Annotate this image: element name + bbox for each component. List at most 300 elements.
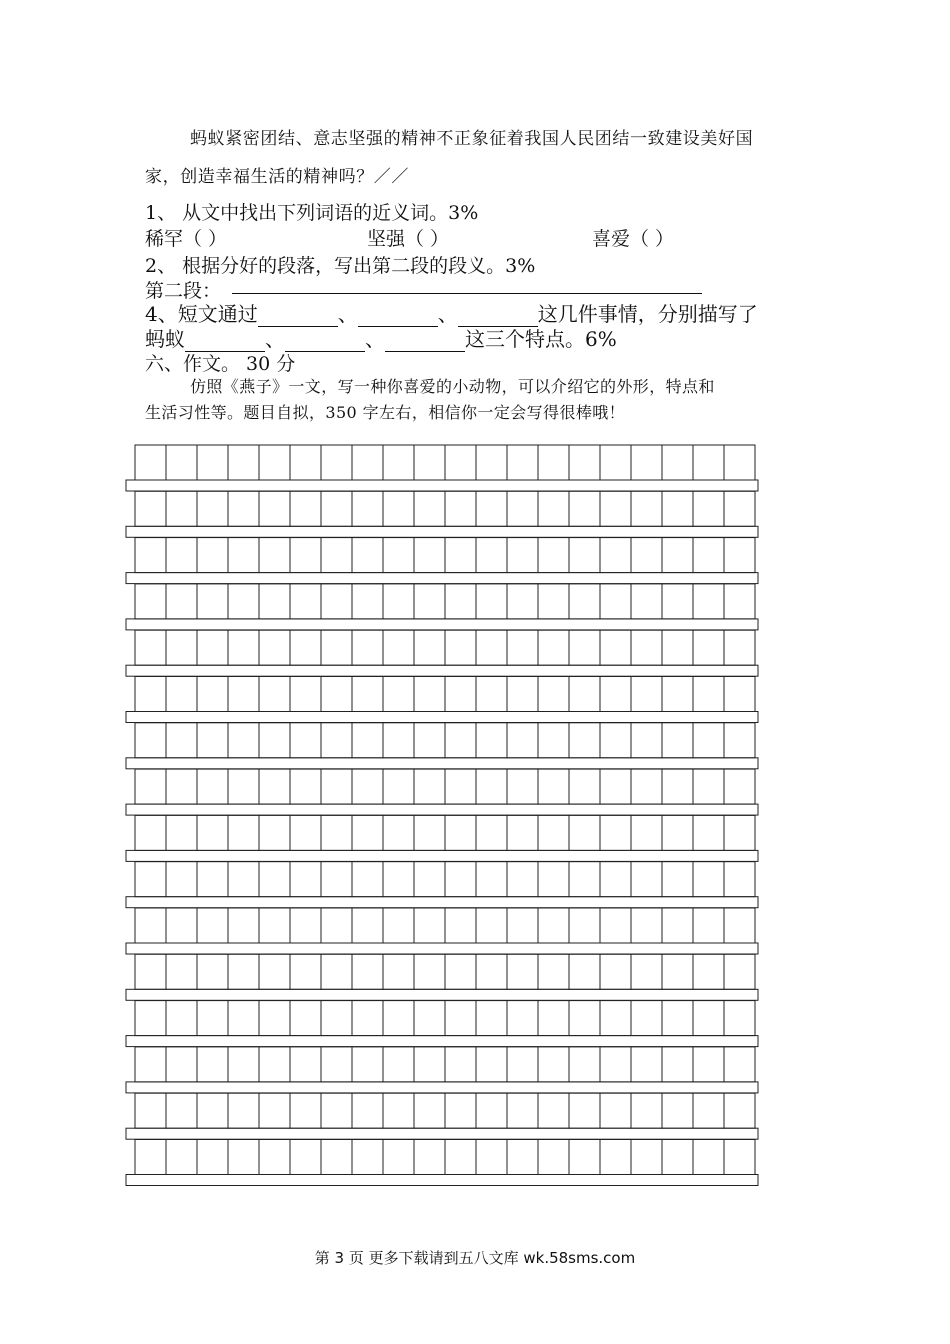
- grid-cell[interactable]: [414, 769, 445, 804]
- grid-cell[interactable]: [631, 491, 662, 526]
- grid-cell[interactable]: [693, 1047, 724, 1082]
- grid-cell[interactable]: [569, 769, 600, 804]
- grid-cell[interactable]: [259, 491, 290, 526]
- grid-cell[interactable]: [228, 954, 259, 989]
- grid-cell[interactable]: [476, 1093, 507, 1128]
- grid-cell[interactable]: [476, 1140, 507, 1175]
- grid-cell[interactable]: [538, 862, 569, 897]
- grid-cell[interactable]: [507, 1047, 538, 1082]
- grid-cell[interactable]: [445, 1093, 476, 1128]
- grid-cell[interactable]: [569, 677, 600, 712]
- grid-cell[interactable]: [476, 677, 507, 712]
- grid-cell[interactable]: [197, 445, 228, 480]
- grid-cell[interactable]: [724, 815, 755, 850]
- grid-cell[interactable]: [290, 908, 321, 943]
- grid-cell[interactable]: [321, 815, 352, 850]
- grid-cell[interactable]: [569, 584, 600, 619]
- grid-cell[interactable]: [569, 445, 600, 480]
- grid-cell[interactable]: [259, 1093, 290, 1128]
- grid-cell[interactable]: [259, 1047, 290, 1082]
- grid-cell[interactable]: [135, 908, 166, 943]
- grid-cell[interactable]: [569, 538, 600, 573]
- grid-cell[interactable]: [600, 1047, 631, 1082]
- grid-cell[interactable]: [135, 630, 166, 665]
- grid-cell[interactable]: [321, 1047, 352, 1082]
- grid-cell[interactable]: [290, 677, 321, 712]
- grid-cell[interactable]: [166, 908, 197, 943]
- grid-cell[interactable]: [352, 1140, 383, 1175]
- grid-cell[interactable]: [507, 630, 538, 665]
- grid-cell[interactable]: [290, 630, 321, 665]
- grid-cell[interactable]: [569, 1093, 600, 1128]
- grid-cell[interactable]: [352, 1001, 383, 1036]
- grid-cell[interactable]: [445, 815, 476, 850]
- grid-cell[interactable]: [228, 445, 259, 480]
- grid-cell[interactable]: [538, 491, 569, 526]
- grid-cell[interactable]: [631, 677, 662, 712]
- grid-cell[interactable]: [693, 677, 724, 712]
- grid-cell[interactable]: [352, 630, 383, 665]
- grid-cell[interactable]: [259, 954, 290, 989]
- grid-cell[interactable]: [166, 538, 197, 573]
- grid-cell[interactable]: [724, 723, 755, 758]
- grid-cell[interactable]: [414, 1047, 445, 1082]
- grid-cell[interactable]: [166, 815, 197, 850]
- grid-cell[interactable]: [321, 445, 352, 480]
- grid-cell[interactable]: [197, 1047, 228, 1082]
- grid-cell[interactable]: [476, 954, 507, 989]
- grid-cell[interactable]: [166, 584, 197, 619]
- grid-cell[interactable]: [321, 908, 352, 943]
- grid-cell[interactable]: [662, 954, 693, 989]
- grid-cell[interactable]: [197, 723, 228, 758]
- grid-cell[interactable]: [414, 723, 445, 758]
- grid-cell[interactable]: [507, 1140, 538, 1175]
- grid-cell[interactable]: [445, 584, 476, 619]
- grid-cell[interactable]: [600, 491, 631, 526]
- grid-cell[interactable]: [476, 769, 507, 804]
- grid-cell[interactable]: [507, 491, 538, 526]
- grid-cell[interactable]: [445, 862, 476, 897]
- grid-cell[interactable]: [600, 1140, 631, 1175]
- grid-cell[interactable]: [259, 1001, 290, 1036]
- grid-cell[interactable]: [724, 538, 755, 573]
- grid-cell[interactable]: [569, 815, 600, 850]
- grid-cell[interactable]: [383, 954, 414, 989]
- grid-cell[interactable]: [569, 908, 600, 943]
- grid-cell[interactable]: [724, 1093, 755, 1128]
- grid-cell[interactable]: [228, 723, 259, 758]
- grid-cell[interactable]: [383, 491, 414, 526]
- grid-cell[interactable]: [569, 723, 600, 758]
- grid-cell[interactable]: [414, 584, 445, 619]
- grid-cell[interactable]: [135, 445, 166, 480]
- grid-cell[interactable]: [600, 538, 631, 573]
- grid-cell[interactable]: [476, 630, 507, 665]
- grid-cell[interactable]: [476, 538, 507, 573]
- grid-cell[interactable]: [631, 815, 662, 850]
- grid-cell[interactable]: [600, 1001, 631, 1036]
- grid-cell[interactable]: [662, 677, 693, 712]
- grid-cell[interactable]: [538, 769, 569, 804]
- grid-cell[interactable]: [290, 445, 321, 480]
- grid-cell[interactable]: [228, 491, 259, 526]
- grid-cell[interactable]: [290, 1140, 321, 1175]
- grid-cell[interactable]: [693, 538, 724, 573]
- grid-cell[interactable]: [693, 1001, 724, 1036]
- grid-cell[interactable]: [166, 723, 197, 758]
- grid-cell[interactable]: [352, 723, 383, 758]
- grid-cell[interactable]: [135, 1047, 166, 1082]
- grid-cell[interactable]: [569, 1001, 600, 1036]
- grid-cell[interactable]: [228, 862, 259, 897]
- grid-cell[interactable]: [445, 1001, 476, 1036]
- grid-cell[interactable]: [724, 954, 755, 989]
- grid-cell[interactable]: [724, 584, 755, 619]
- grid-cell[interactable]: [724, 769, 755, 804]
- grid-cell[interactable]: [507, 769, 538, 804]
- grid-cell[interactable]: [352, 491, 383, 526]
- grid-cell[interactable]: [476, 584, 507, 619]
- grid-cell[interactable]: [321, 630, 352, 665]
- grid-cell[interactable]: [197, 584, 228, 619]
- grid-cell[interactable]: [445, 538, 476, 573]
- grid-cell[interactable]: [476, 445, 507, 480]
- grid-cell[interactable]: [414, 862, 445, 897]
- grid-cell[interactable]: [321, 677, 352, 712]
- grid-cell[interactable]: [507, 954, 538, 989]
- grid-cell[interactable]: [600, 584, 631, 619]
- grid-cell[interactable]: [507, 677, 538, 712]
- grid-cell[interactable]: [383, 1047, 414, 1082]
- grid-cell[interactable]: [290, 769, 321, 804]
- grid-cell[interactable]: [724, 491, 755, 526]
- grid-cell[interactable]: [135, 954, 166, 989]
- grid-cell[interactable]: [228, 815, 259, 850]
- grid-cell[interactable]: [352, 445, 383, 480]
- grid-cell[interactable]: [507, 723, 538, 758]
- grid-cell[interactable]: [228, 769, 259, 804]
- grid-cell[interactable]: [631, 1140, 662, 1175]
- grid-cell[interactable]: [352, 769, 383, 804]
- grid-cell[interactable]: [259, 908, 290, 943]
- grid-cell[interactable]: [693, 862, 724, 897]
- grid-cell[interactable]: [507, 908, 538, 943]
- grid-cell[interactable]: [538, 630, 569, 665]
- grid-cell[interactable]: [290, 1093, 321, 1128]
- grid-cell[interactable]: [228, 584, 259, 619]
- grid-cell[interactable]: [445, 630, 476, 665]
- grid-cell[interactable]: [166, 1047, 197, 1082]
- grid-cell[interactable]: [693, 954, 724, 989]
- grid-cell[interactable]: [631, 1047, 662, 1082]
- grid-cell[interactable]: [724, 630, 755, 665]
- grid-cell[interactable]: [166, 445, 197, 480]
- grid-cell[interactable]: [507, 445, 538, 480]
- grid-cell[interactable]: [662, 491, 693, 526]
- grid-cell[interactable]: [414, 677, 445, 712]
- grid-cell[interactable]: [507, 1093, 538, 1128]
- grid-cell[interactable]: [259, 769, 290, 804]
- grid-cell[interactable]: [414, 1001, 445, 1036]
- grid-cell[interactable]: [538, 908, 569, 943]
- grid-cell[interactable]: [321, 584, 352, 619]
- grid-cell[interactable]: [228, 908, 259, 943]
- grid-cell[interactable]: [259, 862, 290, 897]
- grid-cell[interactable]: [693, 584, 724, 619]
- grid-cell[interactable]: [259, 1140, 290, 1175]
- grid-cell[interactable]: [259, 677, 290, 712]
- grid-cell[interactable]: [383, 908, 414, 943]
- grid-cell[interactable]: [662, 769, 693, 804]
- grid-cell[interactable]: [135, 862, 166, 897]
- grid-cell[interactable]: [135, 491, 166, 526]
- grid-cell[interactable]: [166, 1140, 197, 1175]
- grid-cell[interactable]: [414, 1140, 445, 1175]
- grid-cell[interactable]: [631, 1093, 662, 1128]
- grid-cell[interactable]: [166, 954, 197, 989]
- grid-cell[interactable]: [321, 1001, 352, 1036]
- grid-cell[interactable]: [228, 1001, 259, 1036]
- grid-cell[interactable]: [197, 677, 228, 712]
- grid-cell[interactable]: [228, 538, 259, 573]
- grid-cell[interactable]: [631, 769, 662, 804]
- grid-cell[interactable]: [569, 1047, 600, 1082]
- grid-cell[interactable]: [724, 1140, 755, 1175]
- grid-cell[interactable]: [383, 630, 414, 665]
- grid-cell[interactable]: [538, 954, 569, 989]
- grid-cell[interactable]: [135, 677, 166, 712]
- grid-cell[interactable]: [724, 677, 755, 712]
- grid-cell[interactable]: [414, 815, 445, 850]
- grid-cell[interactable]: [383, 445, 414, 480]
- grid-cell[interactable]: [445, 445, 476, 480]
- grid-cell[interactable]: [228, 1140, 259, 1175]
- grid-cell[interactable]: [166, 677, 197, 712]
- grid-cell[interactable]: [321, 1093, 352, 1128]
- grid-cell[interactable]: [352, 1093, 383, 1128]
- grid-cell[interactable]: [321, 954, 352, 989]
- grid-cell[interactable]: [724, 908, 755, 943]
- grid-cell[interactable]: [352, 908, 383, 943]
- grid-cell[interactable]: [538, 723, 569, 758]
- grid-cell[interactable]: [600, 723, 631, 758]
- grid-cell[interactable]: [693, 630, 724, 665]
- grid-cell[interactable]: [476, 1047, 507, 1082]
- grid-cell[interactable]: [538, 1140, 569, 1175]
- grid-cell[interactable]: [600, 908, 631, 943]
- grid-cell[interactable]: [352, 954, 383, 989]
- grid-cell[interactable]: [197, 1093, 228, 1128]
- grid-cell[interactable]: [662, 862, 693, 897]
- grid-cell[interactable]: [197, 491, 228, 526]
- grid-cell[interactable]: [600, 954, 631, 989]
- grid-cell[interactable]: [538, 538, 569, 573]
- grid-cell[interactable]: [259, 538, 290, 573]
- grid-cell[interactable]: [631, 538, 662, 573]
- grid-cell[interactable]: [569, 862, 600, 897]
- grid-cell[interactable]: [166, 630, 197, 665]
- grid-cell[interactable]: [197, 908, 228, 943]
- grid-cell[interactable]: [228, 630, 259, 665]
- grid-cell[interactable]: [383, 538, 414, 573]
- grid-cell[interactable]: [383, 1001, 414, 1036]
- grid-cell[interactable]: [600, 1093, 631, 1128]
- grid-cell[interactable]: [321, 769, 352, 804]
- grid-cell[interactable]: [197, 769, 228, 804]
- grid-cell[interactable]: [693, 769, 724, 804]
- grid-cell[interactable]: [662, 1140, 693, 1175]
- grid-cell[interactable]: [259, 445, 290, 480]
- grid-cell[interactable]: [507, 815, 538, 850]
- grid-cell[interactable]: [445, 677, 476, 712]
- grid-cell[interactable]: [290, 815, 321, 850]
- grid-cell[interactable]: [290, 584, 321, 619]
- grid-cell[interactable]: [259, 815, 290, 850]
- grid-cell[interactable]: [662, 815, 693, 850]
- grid-cell[interactable]: [600, 445, 631, 480]
- grid-cell[interactable]: [135, 1001, 166, 1036]
- grid-cell[interactable]: [228, 677, 259, 712]
- grid-cell[interactable]: [290, 862, 321, 897]
- grid-cell[interactable]: [693, 815, 724, 850]
- grid-cell[interactable]: [445, 491, 476, 526]
- grid-cell[interactable]: [724, 1047, 755, 1082]
- grid-cell[interactable]: [166, 862, 197, 897]
- grid-cell[interactable]: [166, 1001, 197, 1036]
- grid-cell[interactable]: [693, 1140, 724, 1175]
- grid-cell[interactable]: [197, 1140, 228, 1175]
- grid-cell[interactable]: [414, 954, 445, 989]
- grid-cell[interactable]: [352, 584, 383, 619]
- grid-cell[interactable]: [600, 630, 631, 665]
- grid-cell[interactable]: [538, 677, 569, 712]
- grid-cell[interactable]: [476, 491, 507, 526]
- grid-cell[interactable]: [569, 630, 600, 665]
- grid-cell[interactable]: [662, 630, 693, 665]
- grid-cell[interactable]: [383, 815, 414, 850]
- grid-cell[interactable]: [507, 1001, 538, 1036]
- grid-cell[interactable]: [600, 815, 631, 850]
- grid-cell[interactable]: [383, 677, 414, 712]
- grid-cell[interactable]: [135, 723, 166, 758]
- grid-cell[interactable]: [693, 908, 724, 943]
- grid-cell[interactable]: [197, 1001, 228, 1036]
- grid-cell[interactable]: [166, 769, 197, 804]
- grid-cell[interactable]: [414, 491, 445, 526]
- grid-cell[interactable]: [476, 1001, 507, 1036]
- grid-cell[interactable]: [414, 445, 445, 480]
- grid-cell[interactable]: [228, 1047, 259, 1082]
- grid-cell[interactable]: [662, 723, 693, 758]
- grid-cell[interactable]: [631, 584, 662, 619]
- grid-cell[interactable]: [631, 862, 662, 897]
- grid-cell[interactable]: [662, 1001, 693, 1036]
- grid-cell[interactable]: [135, 769, 166, 804]
- grid-cell[interactable]: [600, 769, 631, 804]
- grid-cell[interactable]: [290, 1001, 321, 1036]
- grid-cell[interactable]: [259, 584, 290, 619]
- grid-cell[interactable]: [197, 630, 228, 665]
- grid-cell[interactable]: [476, 862, 507, 897]
- grid-cell[interactable]: [538, 1047, 569, 1082]
- grid-cell[interactable]: [538, 445, 569, 480]
- grid-cell[interactable]: [445, 769, 476, 804]
- grid-cell[interactable]: [507, 584, 538, 619]
- grid-cell[interactable]: [290, 1047, 321, 1082]
- grid-cell[interactable]: [507, 538, 538, 573]
- grid-cell[interactable]: [662, 538, 693, 573]
- grid-cell[interactable]: [414, 908, 445, 943]
- grid-cell[interactable]: [724, 862, 755, 897]
- grid-cell[interactable]: [321, 1140, 352, 1175]
- grid-cell[interactable]: [321, 491, 352, 526]
- grid-cell[interactable]: [383, 584, 414, 619]
- grid-cell[interactable]: [693, 491, 724, 526]
- grid-cell[interactable]: [538, 1093, 569, 1128]
- grid-cell[interactable]: [693, 1093, 724, 1128]
- grid-cell[interactable]: [445, 723, 476, 758]
- grid-cell[interactable]: [662, 908, 693, 943]
- grid-cell[interactable]: [507, 862, 538, 897]
- grid-cell[interactable]: [476, 908, 507, 943]
- grid-cell[interactable]: [290, 491, 321, 526]
- grid-cell[interactable]: [321, 538, 352, 573]
- grid-cell[interactable]: [662, 584, 693, 619]
- grid-cell[interactable]: [569, 491, 600, 526]
- grid-cell[interactable]: [693, 445, 724, 480]
- grid-cell[interactable]: [662, 1047, 693, 1082]
- grid-cell[interactable]: [259, 630, 290, 665]
- grid-cell[interactable]: [352, 815, 383, 850]
- grid-cell[interactable]: [135, 1093, 166, 1128]
- grid-cell[interactable]: [290, 723, 321, 758]
- grid-cell[interactable]: [476, 723, 507, 758]
- grid-cell[interactable]: [135, 815, 166, 850]
- grid-cell[interactable]: [383, 769, 414, 804]
- grid-cell[interactable]: [135, 1140, 166, 1175]
- grid-cell[interactable]: [569, 954, 600, 989]
- grid-cell[interactable]: [259, 723, 290, 758]
- grid-cell[interactable]: [228, 1093, 259, 1128]
- grid-cell[interactable]: [631, 723, 662, 758]
- grid-cell[interactable]: [569, 1140, 600, 1175]
- grid-cell[interactable]: [383, 1093, 414, 1128]
- grid-cell[interactable]: [352, 862, 383, 897]
- grid-cell[interactable]: [414, 630, 445, 665]
- grid-cell[interactable]: [445, 908, 476, 943]
- grid-cell[interactable]: [538, 815, 569, 850]
- grid-cell[interactable]: [631, 908, 662, 943]
- grid-cell[interactable]: [600, 862, 631, 897]
- grid-cell[interactable]: [197, 954, 228, 989]
- grid-cell[interactable]: [166, 1093, 197, 1128]
- grid-cell[interactable]: [631, 445, 662, 480]
- grid-cell[interactable]: [383, 723, 414, 758]
- grid-cell[interactable]: [135, 538, 166, 573]
- grid-cell[interactable]: [662, 1093, 693, 1128]
- grid-cell[interactable]: [693, 723, 724, 758]
- grid-cell[interactable]: [383, 1140, 414, 1175]
- grid-cell[interactable]: [197, 538, 228, 573]
- grid-cell[interactable]: [445, 1047, 476, 1082]
- grid-cell[interactable]: [724, 445, 755, 480]
- grid-cell[interactable]: [414, 1093, 445, 1128]
- grid-cell[interactable]: [600, 677, 631, 712]
- grid-cell[interactable]: [290, 538, 321, 573]
- grid-cell[interactable]: [352, 1047, 383, 1082]
- grid-cell[interactable]: [352, 677, 383, 712]
